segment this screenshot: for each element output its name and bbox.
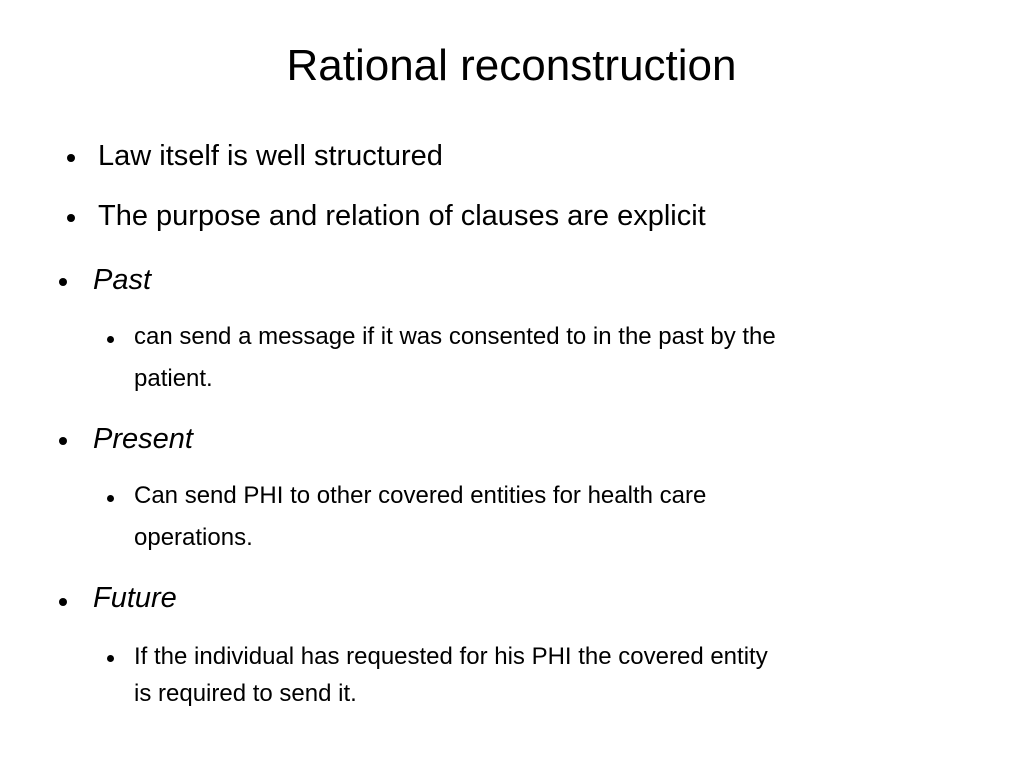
bullet-dot-icon <box>59 598 67 606</box>
sub-bullet-text-line1: can send a message if it was consented to in the past by the <box>134 323 776 350</box>
bullet-dot-icon <box>107 495 114 502</box>
bullet-dot-icon <box>67 154 75 162</box>
bullet-dot-icon <box>107 336 114 343</box>
bullet-dot-icon <box>59 437 67 445</box>
bullet-dot-icon <box>107 655 114 662</box>
bullet-dot-icon <box>59 278 67 286</box>
sub-bullet-text-line2: is required to send it. <box>134 680 357 707</box>
bullet-heading: Past <box>93 264 152 296</box>
bullet-heading: Future <box>93 582 177 614</box>
sub-bullet-text-line1: Can send PHI to other covered entities for health care <box>134 482 707 509</box>
bullet-dot-icon <box>67 214 75 222</box>
bullet-text: The purpose and relation of clauses are explicit <box>98 200 706 232</box>
sub-bullet-text-line1: If the individual has requested for his PHI the covered entity <box>134 643 768 670</box>
sub-bullet-text-line2: patient. <box>134 365 213 392</box>
slide-title: Rational reconstruction <box>286 41 737 90</box>
bullet-text: Law itself is well structured <box>98 140 443 172</box>
sub-bullet-text-line2: operations. <box>134 524 253 551</box>
bullet-heading: Present <box>93 423 193 455</box>
